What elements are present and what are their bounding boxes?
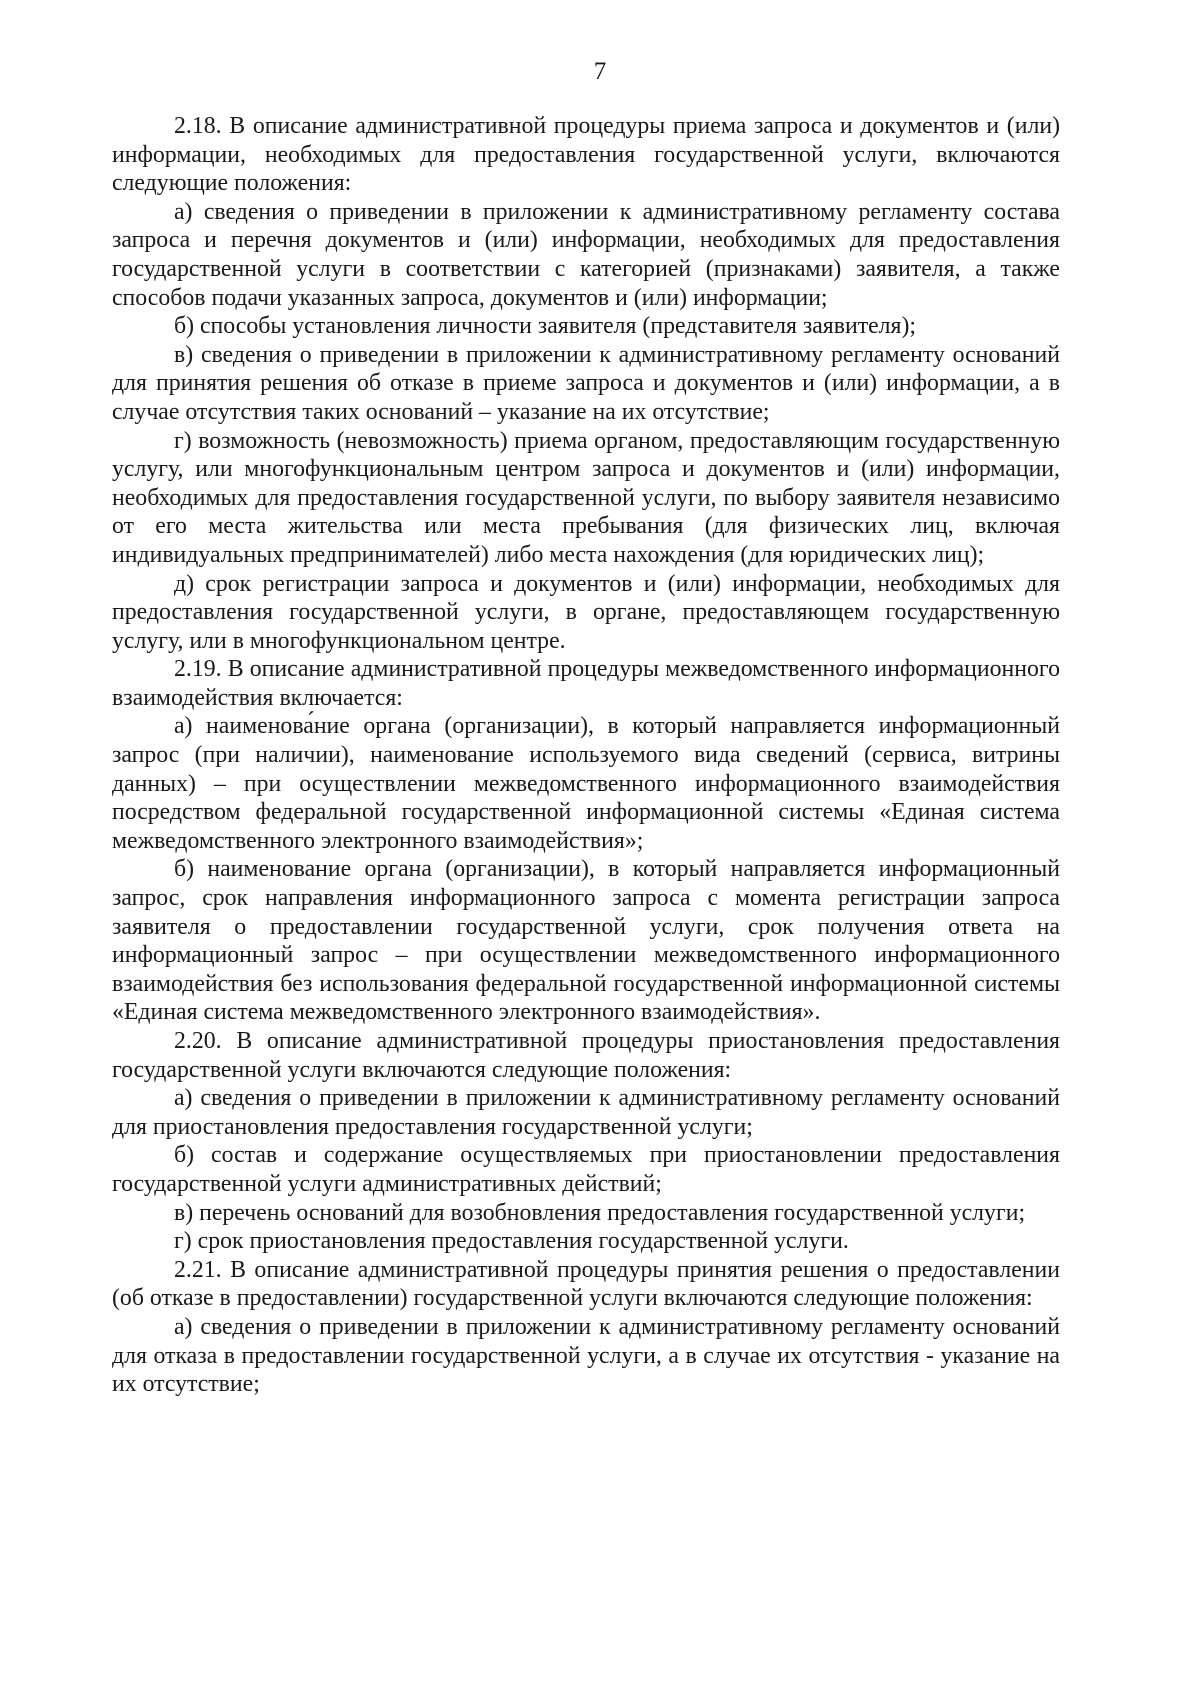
document-body <box>112 112 1060 1399</box>
paragraph-2-18-d: д) срок регистрации запроса и документов и (или) информации, необходимых для предоставления государственной услуги, в органе, предоставляющем государственную услугу, или в многофункциональном центре. <box>112 570 1060 654</box>
paragraph-2-19: 2.19. В описание административной процедуры межведомственного информационного взаимодействия включается: <box>112 656 1060 711</box>
paragraph-2-21: 2.21. В описание административной процедуры принятия решения о предоставлении (об отказе в предоставлении) государственной услуги включаются следующие положения: <box>112 1256 1060 1312</box>
page-number: 7 <box>593 58 607 85</box>
paragraph-2-20-a: а) сведения о приведении в приложении к административному регламенту оснований для приостановления предоставления государственной услуги; <box>112 1085 1060 1140</box>
paragraph-2-19-b: б) наименование органа (организации), в который направляется информационный запрос, срок направления информационного запроса с момента регистрации запроса заявителя о предоставлении государственной услуги, срок получения ответа на информационный запрос – при осуществлении межведомственного информационного взаимодействия без использования федеральной государственной информационной системы «Единая система межведомственного электронного взаимодействия». <box>112 856 1060 1026</box>
paragraph-2-21-a: а) сведения о приведении в приложении к административному регламенту оснований для отказа в предоставлении государственной услуги, а в случае их отсутствия - указание на их отсутствие; <box>112 1313 1060 1398</box>
paragraph-2-18-a: а) сведения о приведении в приложении к административному регламенту состава запроса и перечня документов и (или) информации, необходимых для предоставления государственной услуги в соответствии с категорией (признаками) заявителя, а также способов подачи указанных запроса, документов и (или) информации; <box>112 198 1060 311</box>
paragraph-2-20-g: г) срок приостановления предоставления государственной услуги. <box>174 1228 849 1255</box>
paragraph-2-18-v: в) сведения о приведении в приложении к административному регламенту оснований для принятия решения об отказе в приеме запроса и документов и (или) информации, а в случае отсутствия таких оснований – указание на их отсутствие; <box>112 341 1060 425</box>
paragraph-2-20-b: б) состав и содержание осуществляемых при приостановлении предоставления государственной услуги административных действий; <box>112 1142 1060 1197</box>
paragraph-2-20-v: в) перечень оснований для возобновления предоставления государственной услуги; <box>174 1199 1026 1226</box>
paragraph-2-20: 2.20. В описание административной процедуры приостановления предоставления государственной услуги включаются следующие положения: <box>112 1028 1060 1083</box>
paragraph-2-18-g: г) возможность (невозможность) приема органом, предоставляющим государственную услугу, или многофункциональным центром запроса и документов и (или) информации, необходимых для предоставления государственной услуги, по выбору заявителя независимо от его места жительства или места пребывания (для физических лиц, включая индивидуальных предпринимателей) либо места нахождения (для юридических лиц); <box>112 427 1060 568</box>
paragraph-2-18-b: б) способы установления личности заявителя (представителя заявителя); <box>174 313 917 340</box>
paragraph-2-18: 2.18. В описание административной процедуры приема запроса и документов и (или) информации, необходимых для предоставления государственной услуги, включаются следующие положения: <box>112 113 1060 197</box>
paragraph-2-19-a: а) наименова́ние органа (организации), в который направляется информационный запрос (при наличии), наименование используемого вида сведений (сервиса, витрины данных) – при осуществлении межведомственного информационного взаимодействия посредством федеральной государственной информационной системы «Единая система межведомственного электронного взаимодействия»; <box>112 713 1060 854</box>
